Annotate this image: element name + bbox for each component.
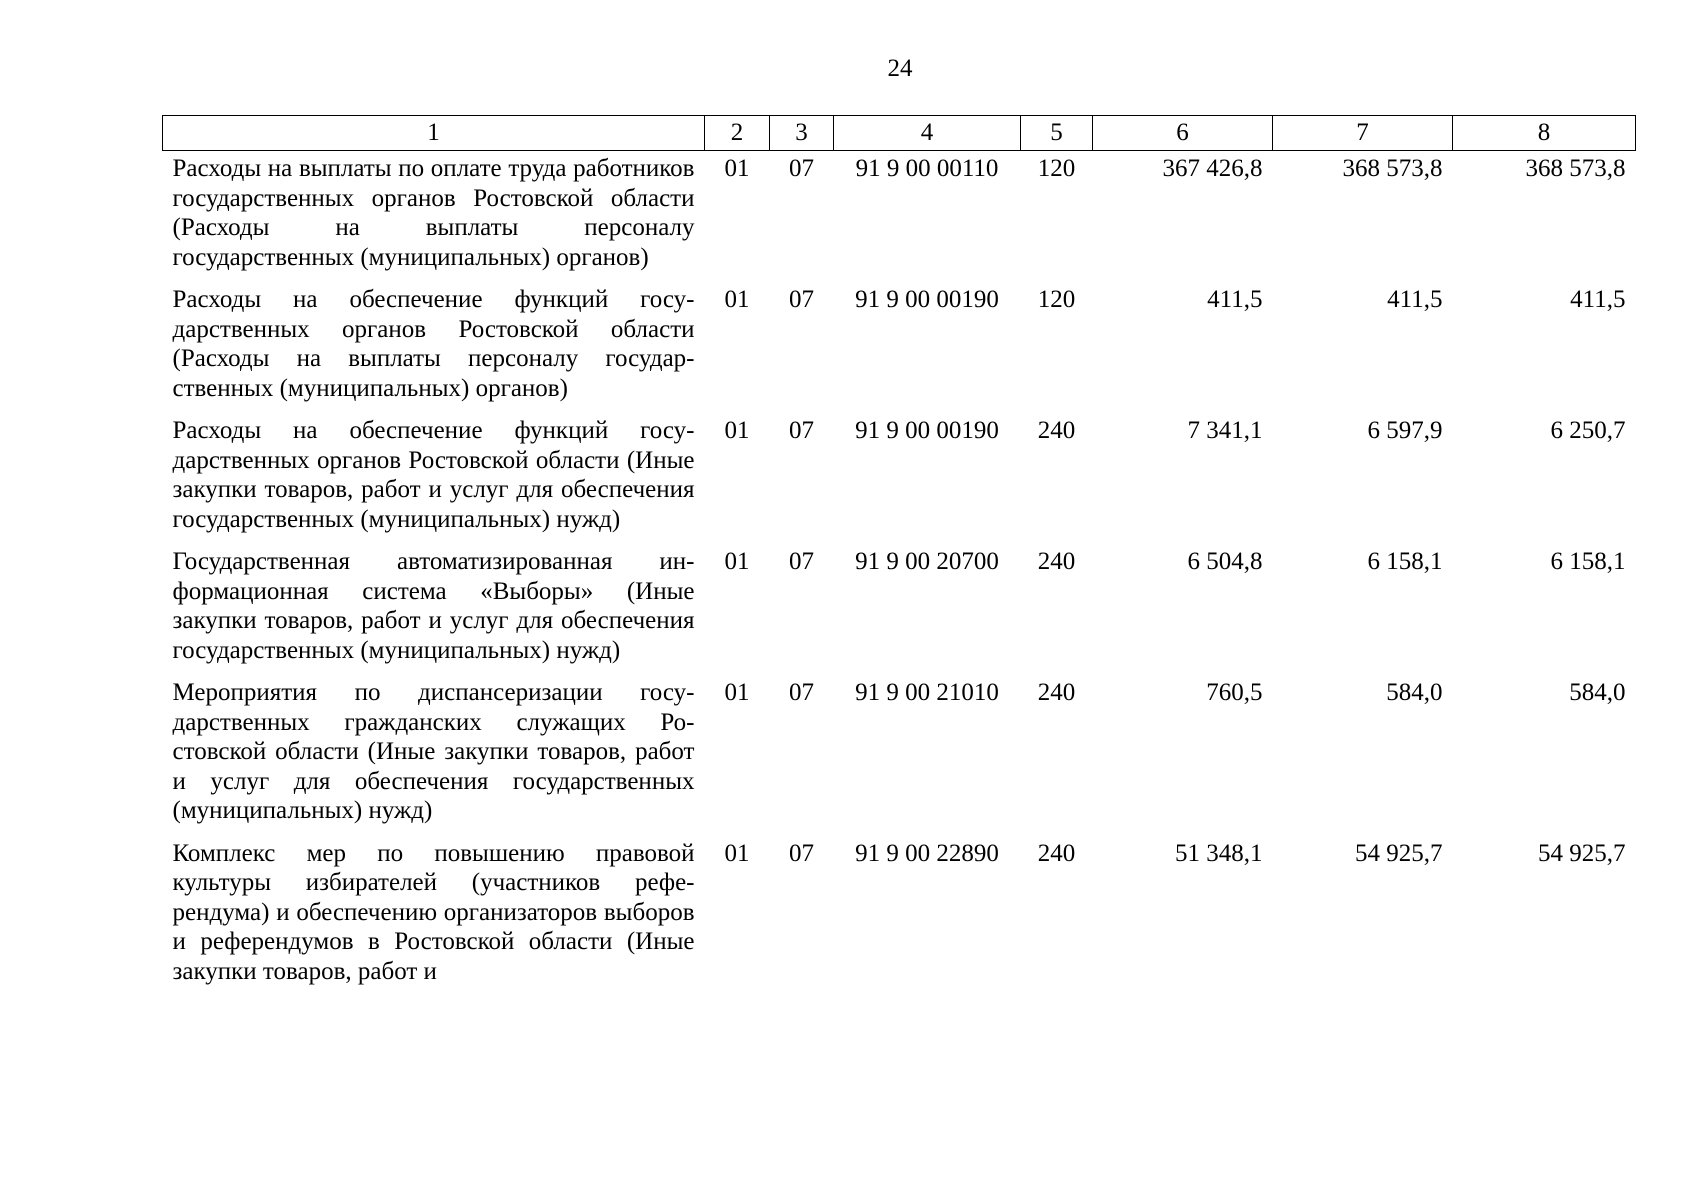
row-section-code: 01 <box>724 417 750 444</box>
row-amount-1: 411,5 <box>1207 286 1263 313</box>
header-cell-3: 3 <box>770 116 834 151</box>
row-amount-2: 6 158,1 <box>1367 548 1443 575</box>
row-target-article: 91 9 00 00190 <box>855 286 999 313</box>
row-target-article: 91 9 00 00110 <box>855 155 999 182</box>
row-description: Расходы на выплаты по оплате труда работников государственных органов Ростовской области (Расходы на выплаты персоналу государственных (муниципальных) органов) <box>172 155 695 271</box>
row-amount-1: 51 348,1 <box>1175 839 1263 867</box>
row-amount-3: 54 925,7 <box>1538 839 1626 867</box>
row-description: Расходы на обеспечение функций государственных органов Ростовской области (Расходы на выплаты персоналу государственных (муниципальных) органов) <box>172 286 695 402</box>
row-amount-2: 368 573,8 <box>1342 155 1443 182</box>
row-amount-1: 760,5 <box>1206 679 1263 706</box>
header-cell-4: 4 <box>834 116 1021 151</box>
row-amount-1: 367 426,8 <box>1162 155 1263 182</box>
table-row <box>163 151 1636 283</box>
header-cell-1: 1 <box>163 116 705 151</box>
page-number: 24 <box>887 55 913 82</box>
row-description: Мероприятия по диспансеризации государственных гражданских служащих Ростовской области (Иные закупки товаров, работ и услуг для обеспечения государственных (муниципальных) нужд) <box>172 679 695 824</box>
row-amount-3: 6 158,1 <box>1550 548 1626 575</box>
row-section-code: 01 <box>724 839 750 867</box>
row-amount-3: 584,0 <box>1569 679 1626 706</box>
row-amount-2: 54 925,7 <box>1355 839 1443 867</box>
row-amount-2: 6 597,9 <box>1367 417 1443 444</box>
row-amount-3: 6 250,7 <box>1550 417 1626 444</box>
row-expense-type: 240 <box>1037 839 1076 867</box>
row-subsection-code: 07 <box>789 286 814 313</box>
header-cell-8: 8 <box>1453 116 1636 151</box>
row-section-code: 01 <box>724 679 750 706</box>
header-cell-5: 5 <box>1021 116 1093 151</box>
row-amount-1: 6 504,8 <box>1187 548 1263 575</box>
row-target-article: 91 9 00 20700 <box>855 548 999 575</box>
row-amount-1: 7 341,1 <box>1187 417 1263 444</box>
row-expense-type: 240 <box>1037 548 1076 575</box>
row-subsection-code: 07 <box>789 548 814 575</box>
budget-table <box>162 115 1636 996</box>
row-expense-type: 240 <box>1037 679 1076 706</box>
table-row <box>163 544 1636 675</box>
header-cell-2: 2 <box>705 116 770 151</box>
row-amount-2: 584,0 <box>1386 679 1443 706</box>
row-expense-type: 240 <box>1037 417 1076 444</box>
table-row <box>163 282 1636 413</box>
row-expense-type: 120 <box>1037 286 1076 313</box>
row-target-article: 91 9 00 21010 <box>855 679 999 706</box>
row-description: Расходы на обеспечение функций государственных органов Ростовской области (Иные закупки товаров, работ и услуг для обеспечения государственных (муниципальных) нужд) <box>172 417 695 533</box>
row-subsection-code: 07 <box>789 839 814 867</box>
row-subsection-code: 07 <box>789 155 814 182</box>
table-row <box>163 836 1636 997</box>
table-row <box>163 675 1636 836</box>
row-section-code: 01 <box>724 548 750 575</box>
row-section-code: 01 <box>724 155 750 182</box>
row-description: Государственная автоматизированная информационная система «Выборы» (Иные закупки товаров, работ и услуг для обеспечения государственных (муниципальных) нужд) <box>172 548 695 664</box>
row-amount-3: 368 573,8 <box>1525 155 1626 182</box>
row-subsection-code: 07 <box>789 417 814 444</box>
row-expense-type: 120 <box>1037 155 1076 182</box>
row-target-article: 91 9 00 22890 <box>855 839 999 867</box>
row-section-code: 01 <box>724 286 750 313</box>
header-row <box>163 116 1636 151</box>
row-description: Комплекс мер по повышению правовой культуры избирателей (участников референдума) и обеспечению организаторов выборов и референдумов в Ростовской области (Иные закупки товаров, работ и <box>172 839 695 985</box>
header-cell-6: 6 <box>1093 116 1273 151</box>
row-subsection-code: 07 <box>789 679 814 706</box>
row-target-article: 91 9 00 00190 <box>855 417 999 444</box>
row-amount-3: 411,5 <box>1570 286 1626 313</box>
table-row <box>163 413 1636 544</box>
row-amount-2: 411,5 <box>1387 286 1443 313</box>
header-cell-7: 7 <box>1273 116 1453 151</box>
